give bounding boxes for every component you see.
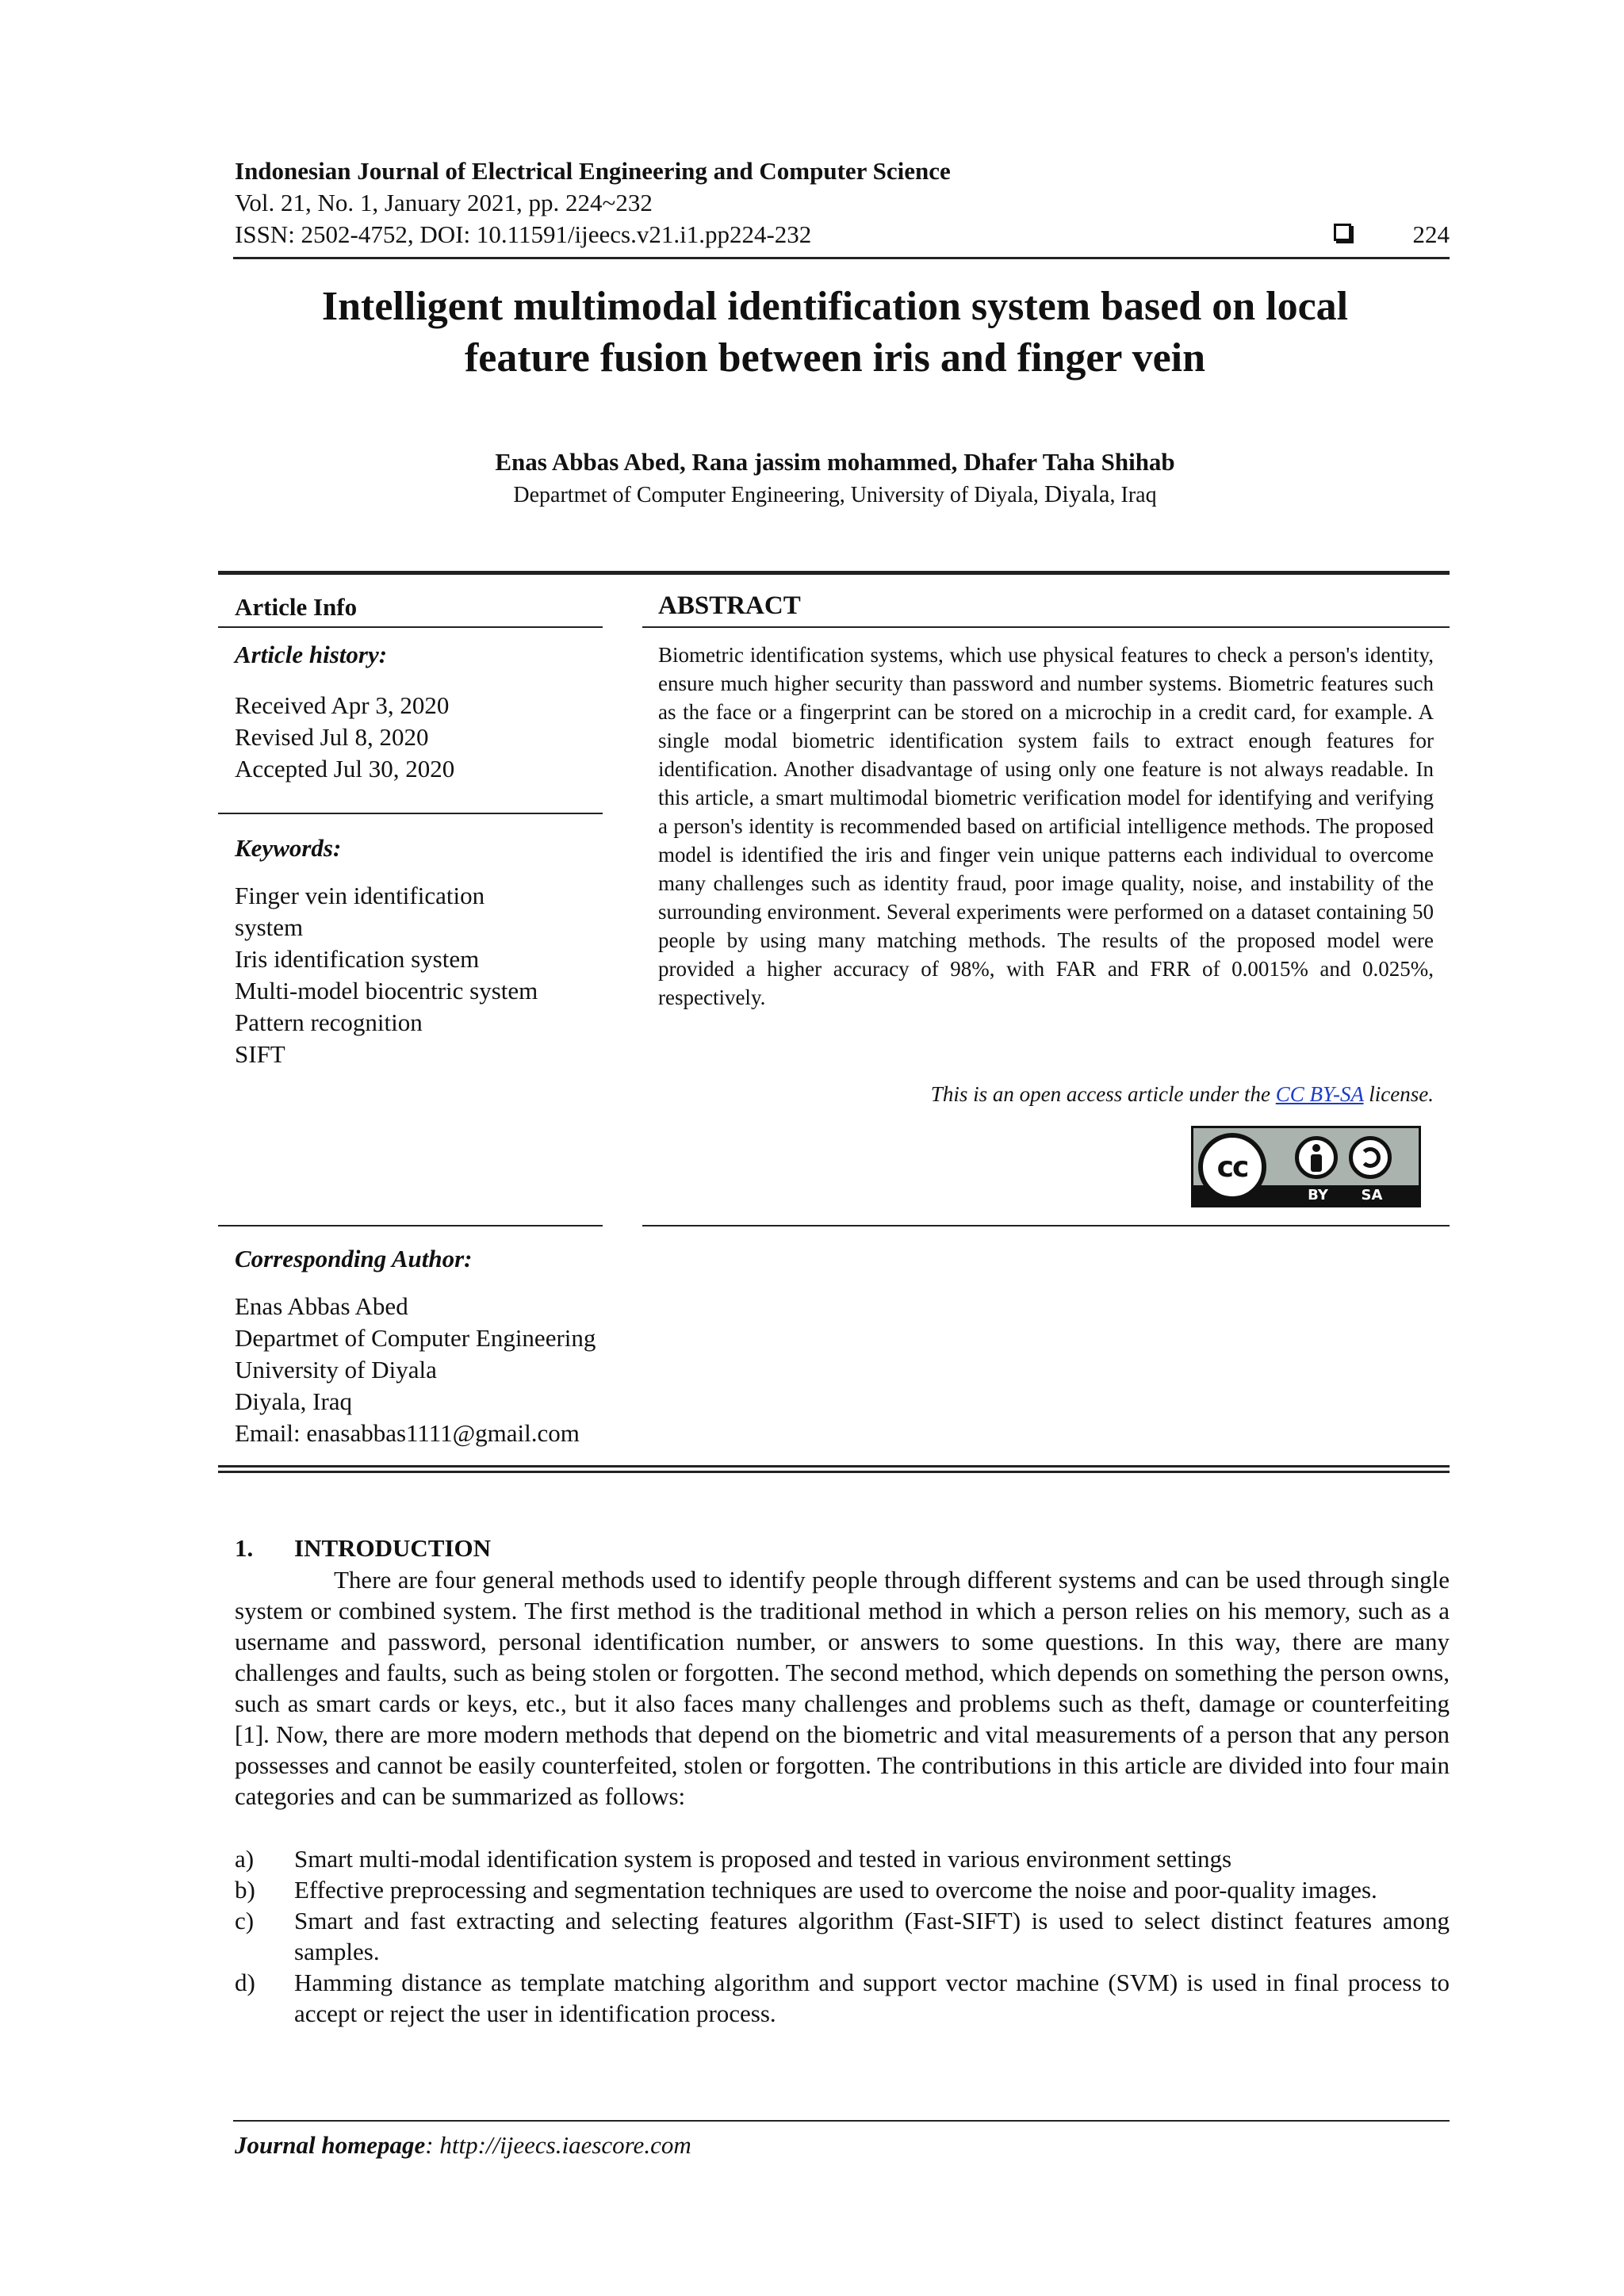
sa-label: SA <box>1361 1187 1383 1203</box>
article-info-heading: Article Info <box>235 593 358 621</box>
list-item <box>235 1874 1450 1905</box>
list-text: Smart and fast extracting and selecting features algorithm (Fast-SIFT) is used to select distinct features among samples. <box>294 1907 1450 1965</box>
abstract-body <box>658 641 1434 1012</box>
keywords-heading: Keywords: <box>235 834 342 862</box>
list-item <box>235 1967 1450 2029</box>
authors: Enas Abbas Abed, Rana jassim mohammed, Dhafer Taha Shihab <box>495 448 1175 476</box>
accepted-date: Accepted Jul 30, 2020 <box>235 755 455 783</box>
journal-name: Indonesian Journal of Electrical Engineering and Computer Science <box>235 157 951 185</box>
contributions-list <box>235 1843 1450 2029</box>
affiliation <box>119 480 1551 508</box>
cc-by-sa-link[interactable]: CC BY-SA <box>1275 1082 1364 1106</box>
affiliation-post: , Iraq <box>1109 483 1157 507</box>
by-person-icon <box>1295 1136 1338 1179</box>
homepage-url[interactable]: http://ijeecs.iaescore.com <box>439 2131 691 2159</box>
cc-icon: cc <box>1198 1133 1266 1201</box>
by-label: BY <box>1308 1187 1328 1203</box>
checkbox-icon <box>1334 224 1351 241</box>
keyword-item: Multi-model biocentric system <box>235 977 538 1004</box>
abstract-rule <box>642 626 1450 628</box>
page-number: 224 <box>1412 220 1450 248</box>
keywords-list <box>235 880 538 1070</box>
license-post: license. <box>1363 1082 1434 1106</box>
history-rule <box>218 813 603 814</box>
cc-by-sa-badge[interactable] <box>1191 1126 1421 1207</box>
revised-date: Revised Jul 8, 2020 <box>235 723 429 751</box>
article-info-rule <box>218 626 603 628</box>
paper-title-line2: feature fusion between iris and finger vein <box>464 335 1206 381</box>
corresponding-email: Email: enasabbas1111@gmail.com <box>235 1419 580 1447</box>
list-marker: c) <box>235 1907 255 1934</box>
keyword-item: Iris identification system <box>235 945 480 973</box>
article-history <box>235 690 454 785</box>
list-text: Hamming distance as template matching algorithm and support vector machine (SVM) is used in final process to accept or reject the user in identification process. <box>294 1969 1450 2027</box>
corresponding-department: Departmet of Computer Engineering <box>235 1324 596 1352</box>
article-history-heading: Article history: <box>235 641 388 668</box>
journal-issn: ISSN: 2502-4752, DOI: 10.11591/ijeecs.v21.i1.pp224-232 <box>235 220 812 248</box>
intro-number: 1. <box>235 1534 254 1562</box>
info-bottom-rule-2 <box>218 1471 1450 1473</box>
affiliation-pre: Departmet of Computer Engineering, University of Diyala, <box>513 483 1044 507</box>
sa-share-icon <box>1349 1136 1392 1179</box>
list-item <box>235 1905 1450 1967</box>
info-top-rule <box>218 571 1450 575</box>
keyword-item: system <box>235 913 304 941</box>
corresponding-heading: Corresponding Author: <box>235 1245 473 1272</box>
list-marker: a) <box>235 1845 255 1873</box>
corresponding-name: Enas Abbas Abed <box>235 1292 408 1320</box>
affiliation-city: Diyala <box>1044 480 1110 507</box>
info-bottom-rule-1 <box>218 1465 1450 1468</box>
intro-body <box>235 1564 1450 1812</box>
paper-title-line1: Intelligent multimodal identification system based on local <box>321 284 1349 329</box>
abstract-heading: ABSTRACT <box>658 591 801 620</box>
homepage-sep: : <box>425 2131 440 2159</box>
intro-paragraph: There are four general methods used to identify people through different systems and can be used through single system or combined system. The first method is the traditional method in which a person relies on his memory, such as a username and password, personal identification number, or answers to some questions. In this way, there are many challenges and faults, such as being stolen or forgotten. The second method, which depends on something the person owns, such as smart cards or keys, etc., but it also faces many challenges and problems such as theft, damage or counterfeiting [1]. Now, there are more modern methods that depend on the biometric and vital measurements of a person that any person possesses and cannot be easily counterfeited, stolen or forgotten. The contributions in this article are divided into four main categories and can be summarized as follows: <box>235 1566 1450 1810</box>
corresponding-university: University of Diyala <box>235 1356 437 1383</box>
keyword-item: SIFT <box>235 1040 285 1068</box>
abstract-text: Biometric identification systems, which use physical features to check a person's identity, ensure much higher security than password and number systems. Biometric features such as the face or a fingerprint can be stored on a microchip in a credit card, for example. A single modal biometric identification system fails to extract enough features for identification. Another disadvantage of using only one feature is not always readable. In this article, a smart multimodal biometric verification model for identifying and verifying a person's identity is recommended based on artificial intelligence methods. The proposed model is identified the iris and finger vein unique patterns each individual to overcome many challenges such as identity fraud, poor image quality, noise, and instability of the surrounding environment. Several experiments were performed on a dataset containing 50 people by using many matching methods. The results of the proposed model were provided a higher accuracy of 98%, with FAR and FRR of 0.0015% and 0.025%, respectively. <box>658 643 1434 1009</box>
corresponding-details <box>235 1291 596 1449</box>
footer-rule <box>233 2120 1450 2122</box>
list-marker: d) <box>235 1969 255 1996</box>
keyword-item: Finger vein identification <box>235 882 485 909</box>
journal-homepage <box>235 2131 691 2160</box>
intro-title: INTRODUCTION <box>294 1534 492 1562</box>
list-text: Effective preprocessing and segmentation techniques are used to overcome the noise and poor-quality images. <box>294 1876 1377 1904</box>
intro-heading <box>235 1534 491 1563</box>
homepage-label: Journal homepage <box>235 2131 426 2159</box>
list-text: Smart multi-modal identification system is proposed and tested in various environment settings <box>294 1845 1232 1873</box>
header-rule <box>233 257 1450 259</box>
license-pre: This is an open access article under the <box>930 1082 1276 1106</box>
journal-volume: Vol. 21, No. 1, January 2021, pp. 224~232 <box>235 189 653 216</box>
abstract-bottom-rule <box>642 1225 1450 1226</box>
list-item <box>235 1843 1450 1874</box>
keyword-item: Pattern recognition <box>235 1008 423 1036</box>
corresponding-location: Diyala, Iraq <box>235 1387 353 1415</box>
list-marker: b) <box>235 1876 255 1904</box>
keywords-rule <box>218 1225 603 1226</box>
received-date: Received Apr 3, 2020 <box>235 691 450 719</box>
license-note <box>658 1082 1434 1107</box>
